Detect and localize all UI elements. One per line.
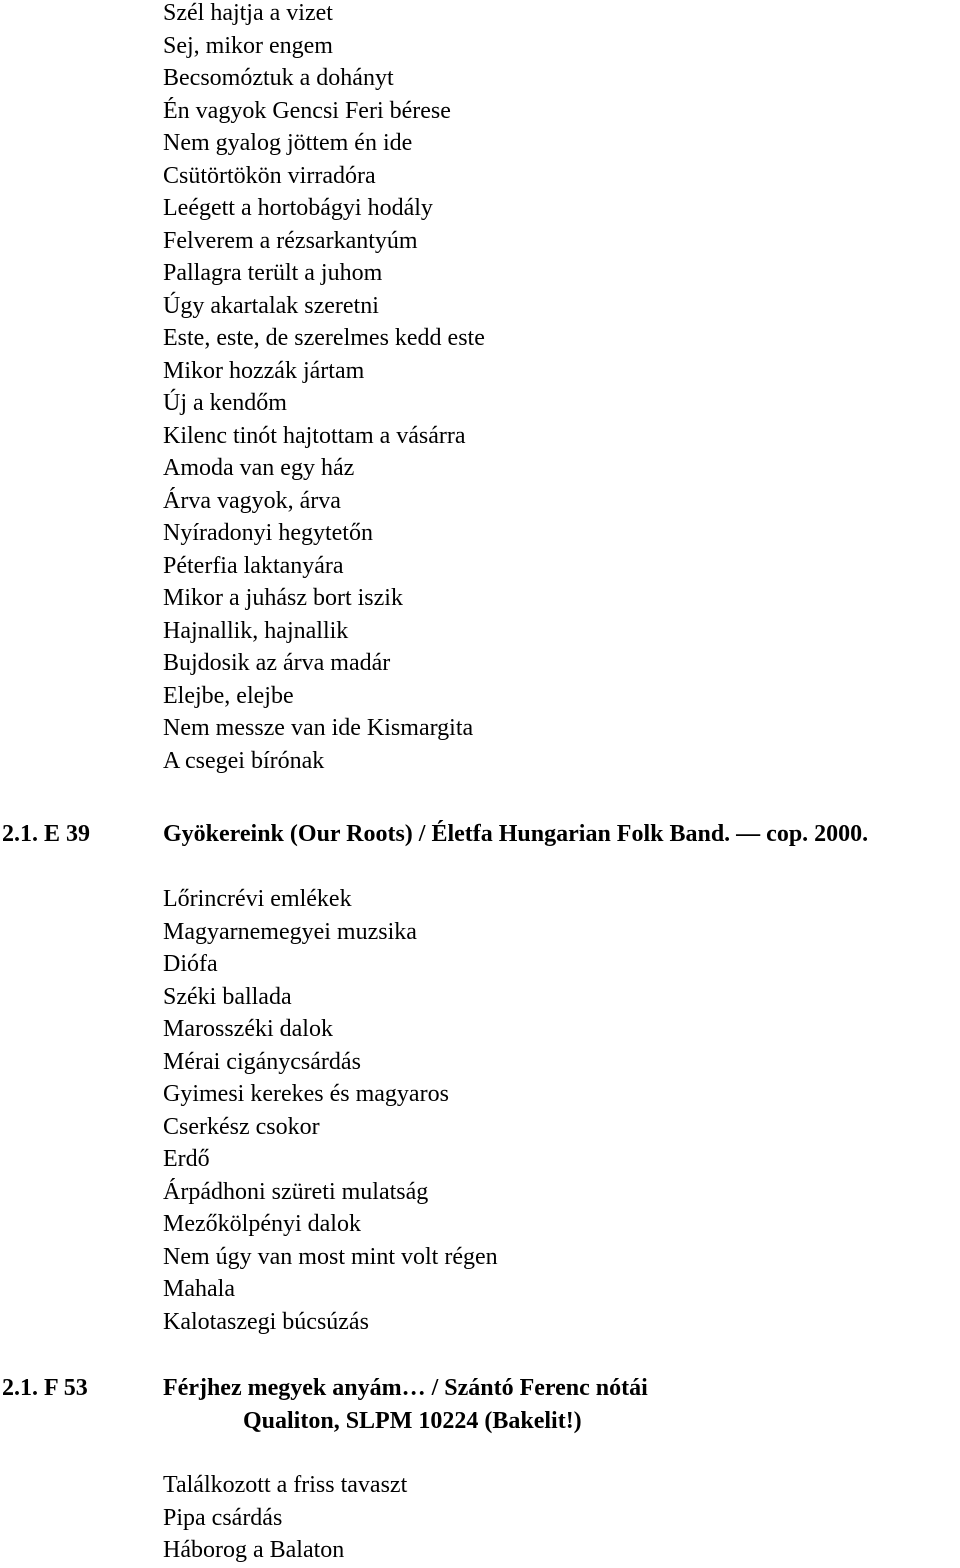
track-title: Szél hajtja a vizet bbox=[163, 0, 333, 26]
track-title: Széki ballada bbox=[163, 983, 292, 1010]
track-title: Új a kendőm bbox=[163, 390, 287, 416]
track-title: Mérai cigánycsárdás bbox=[163, 1048, 361, 1075]
track-title: A csegei bírónak bbox=[163, 747, 325, 774]
track-title: Diófa bbox=[163, 951, 218, 977]
track-title: Kalotaszegi búcsúzás bbox=[163, 1308, 369, 1335]
track-title: Nem gyalog jöttem én ide bbox=[163, 130, 413, 156]
track-title: Marosszéki dalok bbox=[163, 1016, 333, 1042]
track-list-entry-2 bbox=[163, 1469, 407, 1567]
track-title: Pallagra terült a juhom bbox=[163, 260, 383, 286]
track-title: Nem messze van ide Kismargita bbox=[163, 715, 474, 741]
catalog-code: 2.1. E 39 bbox=[2, 821, 91, 847]
track-list-entry-1 bbox=[163, 883, 498, 1338]
track-title: Elejbe, elejbe bbox=[163, 682, 294, 709]
track-title: Csütörtökön virradóra bbox=[163, 162, 376, 189]
track-title: Lőrincrévi emlékek bbox=[163, 886, 352, 912]
track-title: Találkozott a friss tavaszt bbox=[163, 1472, 408, 1498]
track-title: Felverem a rézsarkantyúm bbox=[163, 227, 418, 254]
track-title: Hajnallik, hajnallik bbox=[163, 617, 349, 644]
album-release-info: Qualiton, SLPM 10224 (Bakelit!) bbox=[243, 1407, 582, 1434]
track-title: Pipa csárdás bbox=[163, 1504, 283, 1531]
track-title: Bujdosik az árva madár bbox=[163, 650, 391, 676]
track-title: Cserkész csokor bbox=[163, 1113, 320, 1140]
track-title: Én vagyok Gencsi Feri bérese bbox=[163, 97, 451, 124]
track-title: Mikor a juhász bort iszik bbox=[163, 585, 403, 611]
track-title: Nem úgy van most mint volt régen bbox=[163, 1243, 498, 1270]
track-title: Árva vagyok, árva bbox=[163, 487, 341, 514]
track-title: Amoda van egy ház bbox=[163, 455, 355, 481]
track-title: Úgy akartalak szeretni bbox=[163, 292, 379, 319]
track-title: Péterfia laktanyára bbox=[163, 552, 344, 579]
track-title: Kilenc tinót hajtottam a vásárra bbox=[163, 422, 466, 449]
track-title: Mikor hozzák jártam bbox=[163, 357, 365, 384]
track-title: Árpádhoni szüreti mulatság bbox=[163, 1178, 429, 1205]
track-title: Mahala bbox=[163, 1276, 235, 1302]
album-title: Férjhez megyek anyám… / Szántó Ferenc nótái bbox=[163, 1375, 648, 1401]
track-title: Erdő bbox=[163, 1146, 210, 1172]
track-title: Háborog a Balaton bbox=[163, 1537, 345, 1563]
track-list-section-1 bbox=[163, 0, 485, 777]
track-title: Becsomóztuk a dohányt bbox=[163, 65, 394, 91]
track-title: Este, este, de szerelmes kedd este bbox=[163, 325, 485, 351]
catalog-code: 2.1. F 53 bbox=[2, 1375, 88, 1401]
track-title: Mezőkölpényi dalok bbox=[163, 1211, 361, 1237]
track-title: Nyíradonyi hegytetőn bbox=[163, 520, 373, 546]
album-title: Gyökereink (Our Roots) / Életfa Hungarian Folk Band. — cop. 2000. bbox=[163, 821, 869, 847]
track-title: Gyimesi kerekes és magyaros bbox=[163, 1081, 449, 1107]
track-title: Leégett a hortobágyi hodály bbox=[163, 195, 433, 221]
track-title: Sej, mikor engem bbox=[163, 32, 333, 59]
track-title: Magyarnemegyei muzsika bbox=[163, 918, 417, 945]
